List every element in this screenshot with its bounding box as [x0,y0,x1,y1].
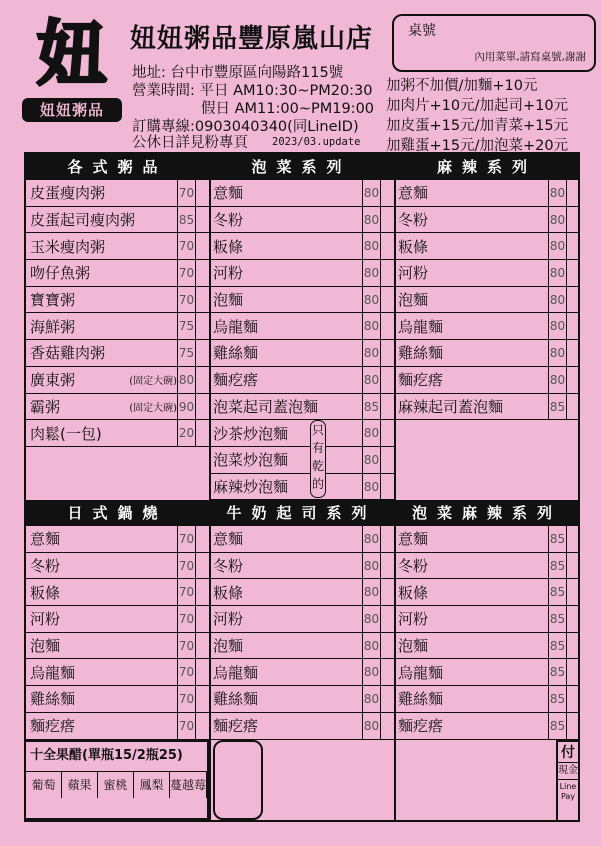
menu-item[interactable] [26,553,209,580]
qty-cell[interactable] [566,207,580,233]
vinegar-flavor[interactable]: 蜜桃 [98,772,134,798]
item-price: 80 [362,633,380,659]
item-name: 冬粉 [398,211,429,230]
table-number-label: 桌號 [408,23,436,39]
menu-item[interactable] [209,633,394,660]
qty-cell[interactable] [566,340,580,366]
item-name: 冬粉 [30,557,61,576]
item-name: 雞絲麵 [30,690,76,709]
addon-line: 加雞蛋+15元/加泡菜+20元 [386,138,569,154]
item-price: 80 [548,233,566,259]
item-name: 沙茶炒泡麵 [213,424,289,443]
item-name: 霸粥 [30,397,61,416]
logo [22,14,122,122]
item-name: 意麵 [30,530,61,549]
section-spicy [394,154,580,420]
address: 地址: 台中市豐原區向陽路115號 [132,65,344,81]
item-price: 80 [548,180,566,206]
qty-cell[interactable] [380,420,394,446]
qty-cell[interactable] [566,287,580,313]
qty-cell[interactable] [195,526,209,552]
vinegar-flavor[interactable]: 葡萄 [26,772,62,798]
addon-line: 加肉片+10元/加起司+10元 [386,98,569,114]
item-price: 80 [548,207,566,233]
item-name: 意麵 [398,184,429,203]
vinegar-flavor[interactable]: 蔓越莓 [170,772,207,798]
item-price: 80 [362,207,380,233]
item-price: 70 [177,633,195,659]
table-number-note: 內用菜單,請寫桌號,謝謝 [474,51,586,63]
qty-cell[interactable] [195,633,209,659]
section-title: 泡菜系列 [209,154,394,180]
item-price: 80 [362,579,380,605]
menu-item[interactable] [394,207,580,234]
menu-item[interactable] [209,287,394,314]
item-name: 烏龍麵 [30,663,76,682]
item-name: 雞絲麵 [398,344,444,363]
menu-item[interactable] [394,606,580,633]
item-price: 70 [177,659,195,685]
section-title: 牛奶起司系列 [209,500,394,526]
item-name: 泡麵 [398,637,429,656]
qty-cell[interactable] [380,313,394,339]
menu-item[interactable] [394,394,580,421]
qty-cell[interactable] [380,233,394,259]
item-name: 廣東粥 [30,371,76,390]
item-name: 海鮮粥 [30,317,76,336]
qty-cell[interactable] [566,686,580,712]
phone: 訂購專線:0903040340(同LineID) [132,119,359,135]
item-price: 70 [177,526,195,552]
fried-note: 只有乾的 [310,420,326,498]
menu-item[interactable] [26,207,209,234]
item-price: 80 [362,367,380,393]
menu-item[interactable] [209,606,394,633]
order-note-box[interactable] [213,740,263,820]
menu-item[interactable] [209,474,394,501]
menu-item[interactable] [26,233,209,260]
menu-item[interactable] [394,260,580,287]
menu-item[interactable] [394,686,580,713]
qty-cell[interactable] [195,606,209,632]
menu-item[interactable] [26,340,209,367]
item-name: 烏龍麵 [213,663,259,682]
table-number-box[interactable] [392,14,596,72]
item-name: 泡麵 [213,291,244,310]
menu-item[interactable] [209,526,394,553]
qty-cell[interactable] [566,553,580,579]
qty-cell[interactable] [380,659,394,685]
menu-item[interactable] [209,207,394,234]
section-kimchi [209,154,394,500]
item-name: 泡菜起司蓋泡麵 [213,397,319,416]
item-price: 85 [548,713,566,739]
update-date: 2023/03.update [272,136,361,148]
item-price: 80 [548,287,566,313]
item-price: 80 [362,447,380,473]
logo-glyph: 妞 [37,12,107,95]
qty-cell[interactable] [566,606,580,632]
payment-title: 付 [558,742,578,763]
item-price: 80 [362,180,380,206]
item-name: 河粉 [213,610,244,629]
qty-cell[interactable] [195,180,209,206]
item-name: 意麵 [398,530,429,549]
qty-cell[interactable] [380,180,394,206]
item-note: (固定大碗) [129,402,177,414]
item-price: 80 [362,420,380,446]
menu-item[interactable] [26,526,209,553]
qty-cell[interactable] [380,526,394,552]
item-name: 皮蛋瘦肉粥 [30,184,106,203]
item-price: 85 [548,394,566,420]
item-name: 麻辣炒泡麵 [213,477,289,496]
item-price: 85 [548,633,566,659]
item-price: 70 [177,686,195,712]
menu-item[interactable] [394,633,580,660]
section-title: 麻辣系列 [394,154,580,180]
menu-item[interactable] [26,180,209,207]
qty-cell[interactable] [380,633,394,659]
item-price: 70 [177,260,195,286]
qty-cell[interactable] [380,287,394,313]
hours-weekday: 營業時間: 平日 AM10:30~PM20:30 [132,83,373,99]
addon-line: 加粥不加價/加麵+10元 [386,78,538,94]
menu-item[interactable] [26,313,209,340]
payment-box [556,740,580,822]
vinegar-flavor[interactable]: 鳳梨 [134,772,170,798]
menu-item[interactable] [209,233,394,260]
qty-cell[interactable] [195,659,209,685]
item-price: 80 [362,260,380,286]
item-name: 粄條 [213,237,244,256]
qty-cell[interactable] [195,553,209,579]
menu-item[interactable] [26,659,209,686]
payment-cash[interactable]: 現金 [558,763,578,780]
item-price: 70 [177,287,195,313]
item-name: 意麵 [213,184,244,203]
item-name: 烏龍麵 [213,317,259,336]
qty-cell[interactable] [566,713,580,739]
menu-item[interactable] [209,340,394,367]
qty-cell[interactable] [195,420,209,446]
item-name: 河粉 [30,610,61,629]
addons [386,76,568,156]
menu-item[interactable] [394,313,580,340]
menu-item[interactable] [26,287,209,314]
menu-item[interactable] [209,686,394,713]
section-kimchi_spicy [394,500,580,740]
store-name: 妞妞粥品豐原嵐山店 [130,24,374,54]
item-price: 80 [177,367,195,393]
item-price: 80 [362,686,380,712]
item-name: 香菇雞肉粥 [30,344,106,363]
qty-cell[interactable] [380,553,394,579]
section-title: 泡菜麻辣系列 [394,500,580,526]
logo-badge: 妞妞粥品 [22,98,122,122]
menu-item[interactable] [209,260,394,287]
qty-cell[interactable] [566,526,580,552]
menu-item[interactable] [209,713,394,740]
menu-item[interactable] [394,526,580,553]
qty-cell[interactable] [380,207,394,233]
item-price: 85 [548,526,566,552]
qty-cell[interactable] [566,313,580,339]
item-name: 雞絲麵 [213,344,259,363]
item-name: 玉米瘦肉粥 [30,237,106,256]
item-name: 冬粉 [213,211,244,230]
menu-item[interactable] [394,659,580,686]
qty-cell[interactable] [195,340,209,366]
menu-item[interactable] [26,579,209,606]
item-name: 雞絲麵 [398,690,444,709]
qty-cell[interactable] [195,394,209,420]
qty-cell[interactable] [195,233,209,259]
item-price: 80 [362,287,380,313]
vinegar-title: 十全果醋(單瓶15/2瓶25) [30,748,183,763]
qty-cell[interactable] [380,447,394,473]
item-name: 粄條 [30,583,61,602]
qty-cell[interactable] [195,313,209,339]
item-name: 泡麵 [30,637,61,656]
payment-linepay[interactable]: Line Pay [559,782,577,801]
section-japanese [26,500,209,740]
menu-item[interactable] [394,553,580,580]
item-name: 麵疙瘩 [398,371,444,390]
item-name: 泡麵 [213,637,244,656]
item-price: 85 [177,207,195,233]
item-name: 麻辣起司蓋泡麵 [398,397,504,416]
item-name: 河粉 [213,264,244,283]
qty-cell[interactable] [195,579,209,605]
qty-cell[interactable] [380,606,394,632]
menu-item[interactable] [209,579,394,606]
item-name: 河粉 [398,610,429,629]
item-price: 90 [177,394,195,420]
item-price: 80 [548,340,566,366]
menu-item[interactable] [394,367,580,394]
item-price: 80 [362,340,380,366]
item-price: 85 [548,579,566,605]
menu-item[interactable] [209,447,394,474]
item-name: 河粉 [398,264,429,283]
item-name: 吻仔魚粥 [30,264,91,283]
qty-cell[interactable] [380,367,394,393]
item-price: 75 [177,340,195,366]
item-name: 麵疙瘩 [213,371,259,390]
item-name: 麵疙瘩 [30,717,76,736]
qty-cell[interactable] [380,260,394,286]
item-name: 麵疙瘩 [398,717,444,736]
item-price: 70 [177,180,195,206]
item-name: 烏龍麵 [398,663,444,682]
qty-cell[interactable] [380,686,394,712]
item-price: 70 [177,713,195,739]
item-price: 85 [548,659,566,685]
section-milk_cheese [209,500,394,740]
item-price: 80 [548,260,566,286]
item-price: 80 [362,474,380,500]
menu-grid [24,152,580,822]
qty-cell[interactable] [195,260,209,286]
qty-cell[interactable] [195,686,209,712]
item-price: 80 [362,713,380,739]
menu-item[interactable] [394,233,580,260]
qty-cell[interactable] [195,207,209,233]
item-name: 雞絲麵 [213,690,259,709]
qty-cell[interactable] [566,367,580,393]
menu-item[interactable] [26,633,209,660]
menu-item[interactable] [209,553,394,580]
item-price: 70 [177,579,195,605]
menu-item[interactable] [394,287,580,314]
item-name: 粄條 [398,237,429,256]
item-name: 皮蛋起司瘦肉粥 [30,211,136,230]
item-price: 80 [362,526,380,552]
section-title: 日式鍋燒 [26,500,209,526]
item-name: 冬粉 [398,557,429,576]
item-name: 意麵 [213,530,244,549]
item-name: 麵疙瘩 [213,717,259,736]
qty-cell[interactable] [566,180,580,206]
item-price: 70 [177,233,195,259]
menu-item[interactable] [394,340,580,367]
item-price: 85 [362,394,380,420]
menu-item[interactable] [26,606,209,633]
menu-item[interactable] [394,579,580,606]
qty-cell[interactable] [566,659,580,685]
item-price: 80 [548,367,566,393]
item-name: 泡菜炒泡麵 [213,451,289,470]
qty-cell[interactable] [566,260,580,286]
menu-item[interactable] [209,394,394,421]
qty-cell[interactable] [195,713,209,739]
item-price: 20 [177,420,195,446]
item-name: 泡麵 [398,291,429,310]
item-price: 80 [362,313,380,339]
menu-item[interactable] [209,180,394,207]
vinegar-box [24,740,209,820]
closed-note: 公休日詳見粉專頁 [132,135,248,151]
vinegar-flavor[interactable]: 蘋果 [62,772,98,798]
qty-cell[interactable] [566,233,580,259]
menu-item[interactable] [209,367,394,394]
qty-cell[interactable] [566,579,580,605]
menu-item[interactable] [394,180,580,207]
menu-item[interactable] [209,313,394,340]
item-name: 烏龍麵 [398,317,444,336]
item-name: 肉鬆(一包) [30,424,102,443]
qty-cell[interactable] [380,579,394,605]
menu-item[interactable] [209,420,394,447]
qty-cell[interactable] [380,474,394,500]
item-price: 85 [548,606,566,632]
item-price: 80 [362,606,380,632]
section-title: 各式粥品 [26,154,209,180]
item-price: 70 [177,553,195,579]
addon-line: 加皮蛋+15元/加青菜+15元 [386,118,569,134]
item-price: 85 [548,553,566,579]
menu-item[interactable] [26,713,209,740]
item-name: 粄條 [398,583,429,602]
qty-cell[interactable] [195,367,209,393]
menu-item[interactable] [26,260,209,287]
item-price: 80 [548,313,566,339]
qty-cell[interactable] [380,394,394,420]
menu-item[interactable] [26,420,209,447]
item-name: 寶寶粥 [30,291,76,310]
menu-item[interactable] [26,394,209,421]
item-price: 80 [362,659,380,685]
item-price: 70 [177,606,195,632]
qty-cell[interactable] [195,287,209,313]
menu-item[interactable] [26,367,209,394]
item-price: 85 [548,686,566,712]
menu-item[interactable] [209,659,394,686]
item-name: 冬粉 [213,557,244,576]
item-note: (固定大碗) [129,376,177,388]
menu-item[interactable] [394,713,580,740]
item-name: 粄條 [213,583,244,602]
qty-cell[interactable] [380,713,394,739]
qty-cell[interactable] [566,394,580,420]
menu-item[interactable] [26,686,209,713]
section-porridge [26,154,209,447]
hours-holiday: 假日 AM11:00~PM19:00 [201,101,375,117]
item-price: 80 [362,233,380,259]
qty-cell[interactable] [566,633,580,659]
item-price: 75 [177,313,195,339]
item-price: 80 [362,553,380,579]
qty-cell[interactable] [380,340,394,366]
